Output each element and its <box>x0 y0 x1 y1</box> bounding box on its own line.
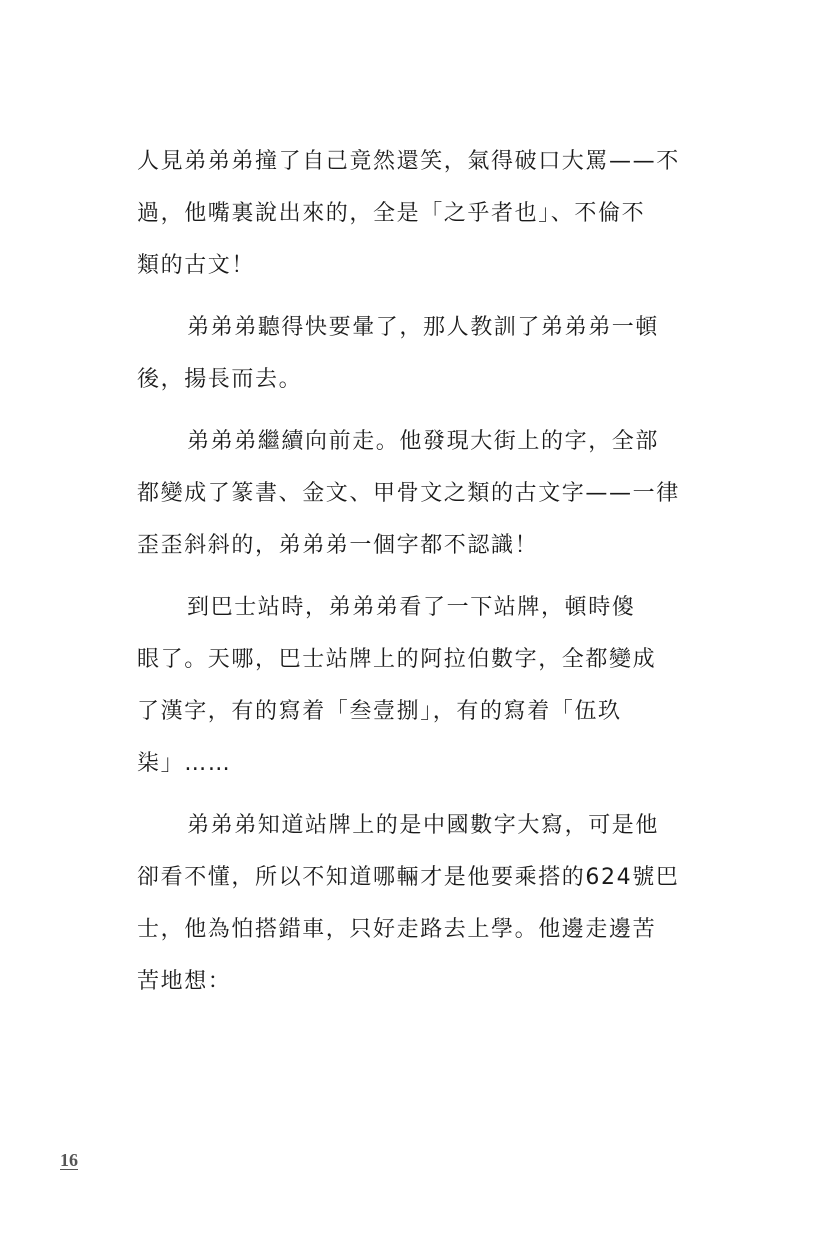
text-line: 歪歪斜斜的，弟弟弟一個字都不認識！ <box>137 533 539 558</box>
page-number: 16 <box>60 1150 78 1170</box>
text-line: 弟弟弟知道站牌上的是中國數字大寫，可是他 <box>187 813 660 838</box>
paragraph-gap <box>137 292 682 302</box>
text-line: 到巴士站時，弟弟弟看了一下站牌，頓時傻 <box>187 595 636 620</box>
text-line: 苦地想： <box>137 969 232 994</box>
text-line: 類的古文！ <box>137 253 256 278</box>
paragraph-gap <box>137 406 682 416</box>
paragraph-gap <box>137 790 682 800</box>
text-line: 了漢字，有的寫着「叁壹捌」，有的寫着「伍玖 <box>137 699 622 724</box>
text-line: 眼了。天哪，巴士站牌上的阿拉伯數字，全都變成 <box>137 647 657 672</box>
text-line: 士，他為怕搭錯車，只好走路去上學。他邊走邊苦 <box>137 917 657 942</box>
text-line: 弟弟弟繼續向前走。他發現大街上的字，全部 <box>187 429 660 454</box>
text-line: 後，揚長而去。 <box>137 367 303 392</box>
text-line: 都變成了篆書、金文、甲骨文之類的古文字——一律 <box>137 481 680 506</box>
text-line: 人見弟弟弟撞了自己竟然還笑，氣得破口大罵——不 <box>137 149 680 174</box>
paragraph-gap <box>137 572 682 582</box>
body-text <box>137 136 682 1008</box>
text-line: 弟弟弟聽得快要暈了，那人教訓了弟弟弟一頓 <box>187 315 660 340</box>
text-line: 柒」…… <box>137 751 232 776</box>
text-line: 卻看不懂，所以不知道哪輛才是他要乘搭的624號巴 <box>137 865 680 890</box>
text-line: 過，他嘴裏說出來的，全是「之乎者也」、不倫不 <box>137 201 646 226</box>
